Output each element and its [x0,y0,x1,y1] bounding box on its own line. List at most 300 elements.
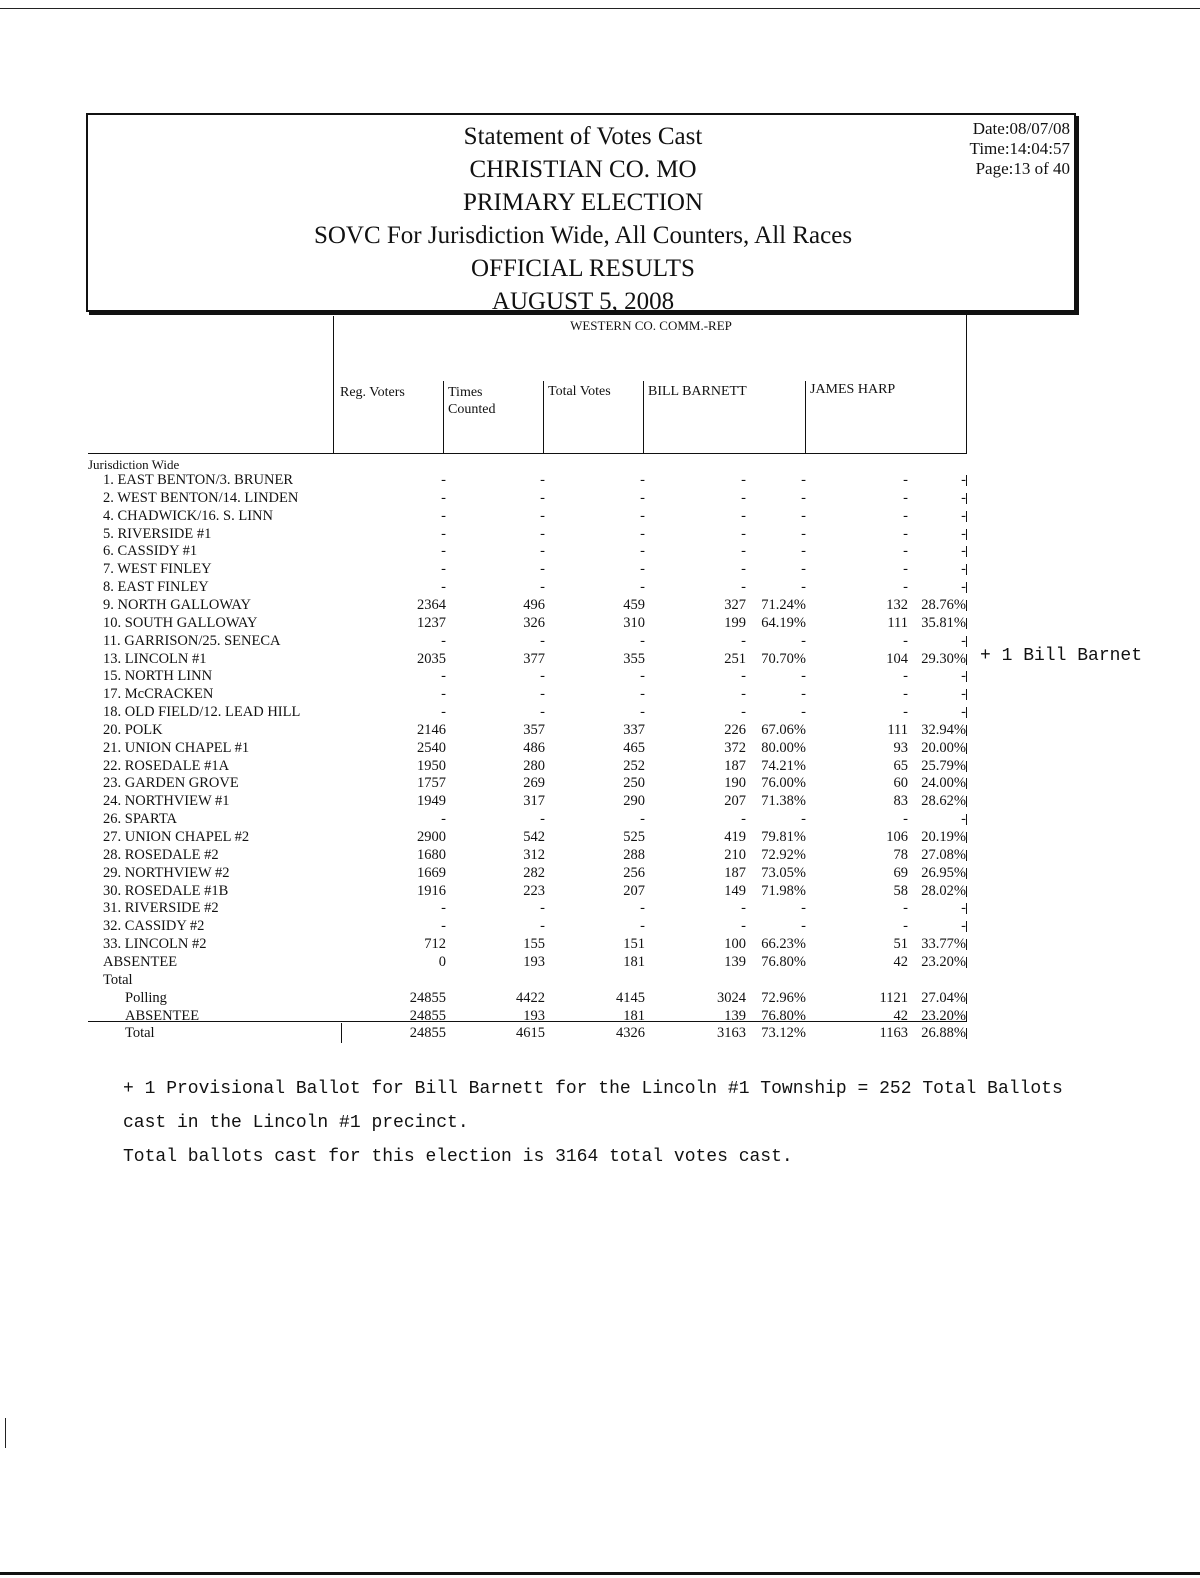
cell-reg: - [441,543,446,560]
cell-c2: - [903,579,908,596]
title-line: Statement of Votes Cast [463,123,703,150]
cell-reg: - [441,507,446,524]
table-border-left [333,316,334,454]
cell-c2p: 29.30% [921,650,966,667]
cell-reg: 1669 [417,864,446,881]
cell-c2p: 28.02% [921,882,966,899]
cell-times: - [540,686,545,703]
cell-c1: 139 [724,1007,746,1024]
cell-c2p: 20.00% [921,739,966,756]
cell-c1p: - [801,632,806,649]
cell-reg: 1757 [417,775,446,792]
table-row [0,722,1200,739]
table-row [0,811,1200,828]
cell-c2: 83 [893,793,908,810]
right-border-tick [966,671,967,682]
precinct-name: 6. CASSIDY #1 [103,543,198,560]
cell-c1: - [741,918,746,935]
precinct-name: 30. ROSEDALE #1B [103,882,229,899]
right-border-tick [966,582,967,593]
cell-c1p: 72.92% [761,846,806,863]
cell-times: - [540,632,545,649]
precinct-name: 27. UNION CHAPEL #2 [103,829,250,845]
precinct-name: 24. NORTHVIEW #1 [103,793,230,810]
title-line: PRIMARY ELECTION [462,189,704,216]
precinct-name: 8. EAST FINLEY [103,579,209,596]
col-divider [805,381,806,453]
precinct-name: 5. RIVERSIDE #1 [103,525,212,542]
cell-c2p: 27.04% [921,989,966,1006]
cell-total: 252 [623,757,645,774]
header-underline [88,453,967,454]
cell-c1p: 79.81% [761,829,806,845]
right-border-tick [966,636,967,647]
cell-c2: 132 [886,596,908,613]
cell-times: - [540,472,545,488]
col-divider [543,381,544,453]
cell-total: 288 [623,846,645,863]
cell-reg: 2364 [417,596,446,613]
cell-c1: 190 [724,775,746,792]
cell-c1p: 71.24% [761,596,806,613]
table-row [0,954,1200,971]
precinct-name: 4. CHADWICK/16. S. LINN [103,507,273,524]
right-border-tick [966,725,967,736]
cell-times: - [540,900,545,917]
col-header-james-harp: JAMES HARP [810,382,896,397]
table-row [0,704,1200,721]
title-line: SOVC For Jurisdiction Wide, All Counters, All Races [313,222,853,249]
right-border-tick [966,1011,967,1022]
cell-c2p: 23.20% [921,953,966,970]
cell-c2: 111 [887,721,908,738]
table-row [0,793,1200,810]
cell-total: 290 [623,793,645,810]
right-border-tick [966,511,967,522]
footnote-line: cast in the Lincoln #1 precinct. [123,1113,469,1133]
cell-total: 4145 [616,989,645,1006]
cell-c2: - [903,472,908,488]
footnote-line: + 1 Provisional Ballot for Bill Barnett for the Lincoln #1 Township = 252 Total Ballots [123,1079,1063,1099]
cell-times: - [540,507,545,524]
cell-reg: 1680 [417,846,446,863]
cell-times: 496 [523,596,545,613]
precinct-name: 15. NORTH LINN [103,668,213,685]
cell-reg: - [441,579,446,596]
cell-c1p: 74.21% [761,757,806,774]
report-header [86,113,1076,315]
cell-c2: - [903,811,908,828]
cell-c2p: 26.88% [921,1025,966,1042]
table-row [0,758,1200,775]
cell-c1: - [741,900,746,917]
cell-c2: 1121 [879,989,908,1006]
totals-label-row [0,972,1200,989]
precinct-name: 29. NORTHVIEW #2 [103,864,230,881]
cell-c1: - [741,525,746,542]
precinct-name: Polling [125,989,167,1006]
table-row [0,686,1200,703]
cell-c1p: - [801,668,806,685]
cell-total: - [640,489,645,506]
cell-times: 357 [523,721,545,738]
precinct-name: 18. OLD FIELD/12. LEAD HILL [103,704,301,721]
cell-c1p: - [801,525,806,542]
cell-reg: 1916 [417,882,446,899]
cell-times: - [540,561,545,578]
cell-c1: - [741,489,746,506]
cell-times: 542 [523,829,545,845]
cell-total: - [640,472,645,488]
cell-c2p: 23.20% [921,1007,966,1024]
precinct-name: 32. CASSIDY #2 [103,918,205,935]
cell-c1: 187 [724,864,746,881]
totals-label: Total [103,971,133,988]
cell-times: - [540,525,545,542]
cell-c1: - [741,561,746,578]
race-title: WESTERN CO. COMM.-REP [570,318,732,333]
cell-c2: - [903,900,908,917]
cell-total: - [640,704,645,721]
cell-c2p: - [961,900,966,917]
cell-times: 269 [523,775,545,792]
title-line: AUGUST 5, 2008 [491,288,675,315]
precinct-name: 11. GARRISON/25. SENECA [103,632,281,649]
table-row [0,829,1200,846]
right-border-tick [966,493,967,504]
cell-c2p: 27.08% [921,846,966,863]
cell-c1: - [741,704,746,721]
precinct-name: 22. ROSEDALE #1A [103,757,230,774]
title-line: CHRISTIAN CO. MO [469,156,697,183]
cell-reg: 2035 [417,650,446,667]
table-row [0,900,1200,917]
cell-reg: 1949 [417,793,446,810]
cell-c2p: - [961,632,966,649]
precinct-name: 7. WEST FINLEY [103,561,212,578]
cell-total: 465 [623,739,645,756]
cell-reg: - [441,704,446,721]
cell-c2p: - [961,686,966,703]
totals-left-tick [341,1023,342,1043]
footnotes [123,1072,1063,1174]
table-row [0,740,1200,757]
cell-c2: - [903,489,908,506]
right-border-tick [966,529,967,540]
col-header-times: Times [448,385,483,400]
cell-c2p: - [961,525,966,542]
cell-times: - [540,489,545,506]
precinct-name: 1. EAST BENTON/3. BRUNER [103,472,293,488]
cell-c1p: 76.80% [761,1007,806,1024]
cell-c2: - [903,543,908,560]
precinct-name: 33. LINCOLN #2 [103,936,207,953]
cell-c1p: - [801,561,806,578]
cell-c1p: 70.70% [761,650,806,667]
cell-total: 459 [623,596,645,613]
cell-times: 155 [523,936,545,953]
cell-total: 525 [623,829,645,845]
cell-c1: 210 [724,846,746,863]
precinct-name: ABSENTEE [103,953,178,970]
precinct-name: 9. NORTH GALLOWAY [103,596,252,613]
cell-total: 181 [623,1007,645,1024]
right-border-tick [966,814,967,825]
cell-times: - [540,668,545,685]
cell-c1: - [741,472,746,488]
cell-c1p: 71.98% [761,882,806,899]
cell-times: 486 [523,739,545,756]
cell-c2p: 28.62% [921,793,966,810]
cell-c2p: - [961,704,966,721]
precinct-name: 20. POLK [103,721,163,738]
cell-c2: 104 [886,650,908,667]
cell-c1p: 64.19% [761,614,806,631]
cell-c1p: 73.05% [761,864,806,881]
cell-c2: 60 [893,775,908,792]
cell-c1: 3024 [717,989,746,1006]
side-annotation: + 1 Bill Barnet [980,646,1143,666]
cell-reg: 2540 [417,739,446,756]
cell-c1p: - [801,704,806,721]
cell-total: - [640,632,645,649]
cell-c1: - [741,543,746,560]
cell-c2: 93 [893,739,908,756]
col-header-reg-voters: Reg. Voters [340,385,405,400]
right-border-tick [966,850,967,861]
right-border-tick [966,564,967,575]
cell-c1: - [741,579,746,596]
cell-c1p: - [801,900,806,917]
table-row [0,508,1200,525]
report-page: Page:13 of 40 [975,159,1070,178]
cell-reg: 2900 [417,829,446,845]
cell-times: 193 [523,953,545,970]
cell-c2: 42 [893,1007,908,1024]
right-border-tick [966,707,967,718]
precinct-name: 28. ROSEDALE #2 [103,846,219,863]
cell-reg: - [441,525,446,542]
table-row [0,668,1200,685]
cell-c2: - [903,704,908,721]
cell-c1p: 76.80% [761,953,806,970]
cell-total: - [640,900,645,917]
cell-total: 256 [623,864,645,881]
cell-c1: 100 [724,936,746,953]
cell-c1p: - [801,489,806,506]
cell-c2: - [903,525,908,542]
cell-c2p: - [961,918,966,935]
right-border-tick [966,832,967,843]
cell-c1p: - [801,918,806,935]
table-row [0,543,1200,560]
cell-times: 4422 [516,989,545,1006]
cell-c2p: 26.95% [921,864,966,881]
col-header-counted: Counted [448,402,496,417]
top-rule [0,8,1200,9]
cell-c1: - [741,811,746,828]
cell-total: - [640,579,645,596]
cell-times: 282 [523,864,545,881]
cell-c2: 69 [893,864,908,881]
cell-c1: 199 [724,614,746,631]
report-meta [970,119,1070,179]
cell-c2p: - [961,579,966,596]
cell-total: 4326 [616,1025,645,1042]
cell-reg: 712 [424,936,446,953]
cell-reg: 2146 [417,721,446,738]
cell-total: 207 [623,882,645,899]
cell-c1: 251 [724,650,746,667]
cell-reg: 1950 [417,757,446,774]
cell-c1p: 73.12% [761,1025,806,1042]
cell-c2: 42 [893,953,908,970]
cell-c2: 58 [893,882,908,899]
right-border-tick [966,921,967,932]
precinct-name: 2. WEST BENTON/14. LINDEN [103,489,299,506]
cell-c1p: - [801,543,806,560]
cell-c1: - [741,668,746,685]
section-label: Jurisdiction Wide [88,457,180,472]
cell-times: - [540,579,545,596]
precinct-name: 21. UNION CHAPEL #1 [103,739,250,756]
table-row [0,883,1200,900]
col-header-total-votes: Total Votes [548,384,611,399]
cell-times: 312 [523,846,545,863]
cell-times: 377 [523,650,545,667]
right-border-tick [966,761,967,772]
cell-c2p: 25.79% [921,757,966,774]
right-border-tick [966,939,967,950]
table-row [0,936,1200,953]
cell-times: 4615 [516,1025,545,1042]
precinct-name: ABSENTEE [125,1007,200,1024]
cell-total: 355 [623,650,645,667]
cell-total: - [640,918,645,935]
cell-total: 310 [623,614,645,631]
right-border-tick [966,743,967,754]
cell-c1p: - [801,472,806,488]
report-time: Time:14:04:57 [969,139,1070,158]
cell-total: - [640,811,645,828]
cell-c2: - [903,918,908,935]
precinct-name: 13. LINCOLN #1 [103,650,207,667]
table-row [0,615,1200,632]
cell-reg: - [441,668,446,685]
cell-c1p: - [801,507,806,524]
cell-c1: 207 [724,793,746,810]
cell-c1p: 72.96% [761,989,806,1006]
cell-total: - [640,543,645,560]
cell-total: - [640,507,645,524]
cell-c2p: - [961,507,966,524]
cell-c2p: 35.81% [921,614,966,631]
cell-c1: - [741,507,746,524]
cell-reg: - [441,472,446,488]
table-row [0,579,1200,596]
cell-c2p: 20.19% [921,829,966,845]
cell-times: 223 [523,882,545,899]
cell-c1: 139 [724,953,746,970]
cell-c1p: 80.00% [761,739,806,756]
right-border-tick [966,993,967,1004]
cell-c1: 372 [724,739,746,756]
cell-c1p: - [801,811,806,828]
table-row [0,847,1200,864]
cell-reg: - [441,900,446,917]
cell-c1: 226 [724,721,746,738]
margin-mark [5,1418,6,1448]
cell-c1: 149 [724,882,746,899]
right-border-tick [966,618,967,629]
cell-total: - [640,525,645,542]
right-border-tick [966,475,967,486]
precinct-name: 10. SOUTH GALLOWAY [103,614,258,631]
cell-times: 317 [523,793,545,810]
cell-c2: - [903,561,908,578]
cell-reg: - [441,686,446,703]
cell-reg: - [441,918,446,935]
right-border-tick [966,886,967,897]
right-border-tick [966,689,967,700]
cell-times: - [540,704,545,721]
cell-c1p: - [801,579,806,596]
col-divider [643,381,644,453]
cell-c2p: 32.94% [921,721,966,738]
cell-times: 326 [523,614,545,631]
cell-c1p: 66.23% [761,936,806,953]
right-border-tick [966,778,967,789]
cell-c2: 111 [887,614,908,631]
cell-c1: 187 [724,757,746,774]
bottom-rule [0,1572,1200,1575]
cell-times: - [540,543,545,560]
right-border-tick [966,903,967,914]
cell-c2p: - [961,472,966,488]
cell-reg: 1237 [417,614,446,631]
cell-reg: - [441,811,446,828]
cell-c2p: - [961,668,966,685]
cell-reg: 24855 [409,1007,446,1024]
cell-total: 250 [623,775,645,792]
footnote-line: Total ballots cast for this election is 3164 total votes cast. [123,1147,793,1167]
cell-times: 280 [523,757,545,774]
cell-total: - [640,668,645,685]
table-row [0,490,1200,507]
cell-total: 181 [623,953,645,970]
table-row [0,561,1200,578]
cell-total: 337 [623,721,645,738]
cell-reg: - [441,561,446,578]
report-title [88,120,1078,318]
table-row [0,526,1200,543]
cell-c1p: - [801,686,806,703]
totals-separator [88,1021,967,1022]
col-header-bill-barnett: BILL BARNETT [648,384,747,399]
right-border-tick [966,796,967,807]
cell-c2: 51 [893,936,908,953]
cell-reg: - [441,489,446,506]
cell-c1p: 76.00% [761,775,806,792]
right-border-tick [966,868,967,879]
cell-c2p: 33.77% [921,936,966,953]
right-border-tick [966,600,967,611]
cell-c2: - [903,668,908,685]
table-row [0,865,1200,882]
cell-c1: 327 [724,596,746,613]
cell-c1: - [741,632,746,649]
precinct-name: 26. SPARTA [103,811,177,828]
